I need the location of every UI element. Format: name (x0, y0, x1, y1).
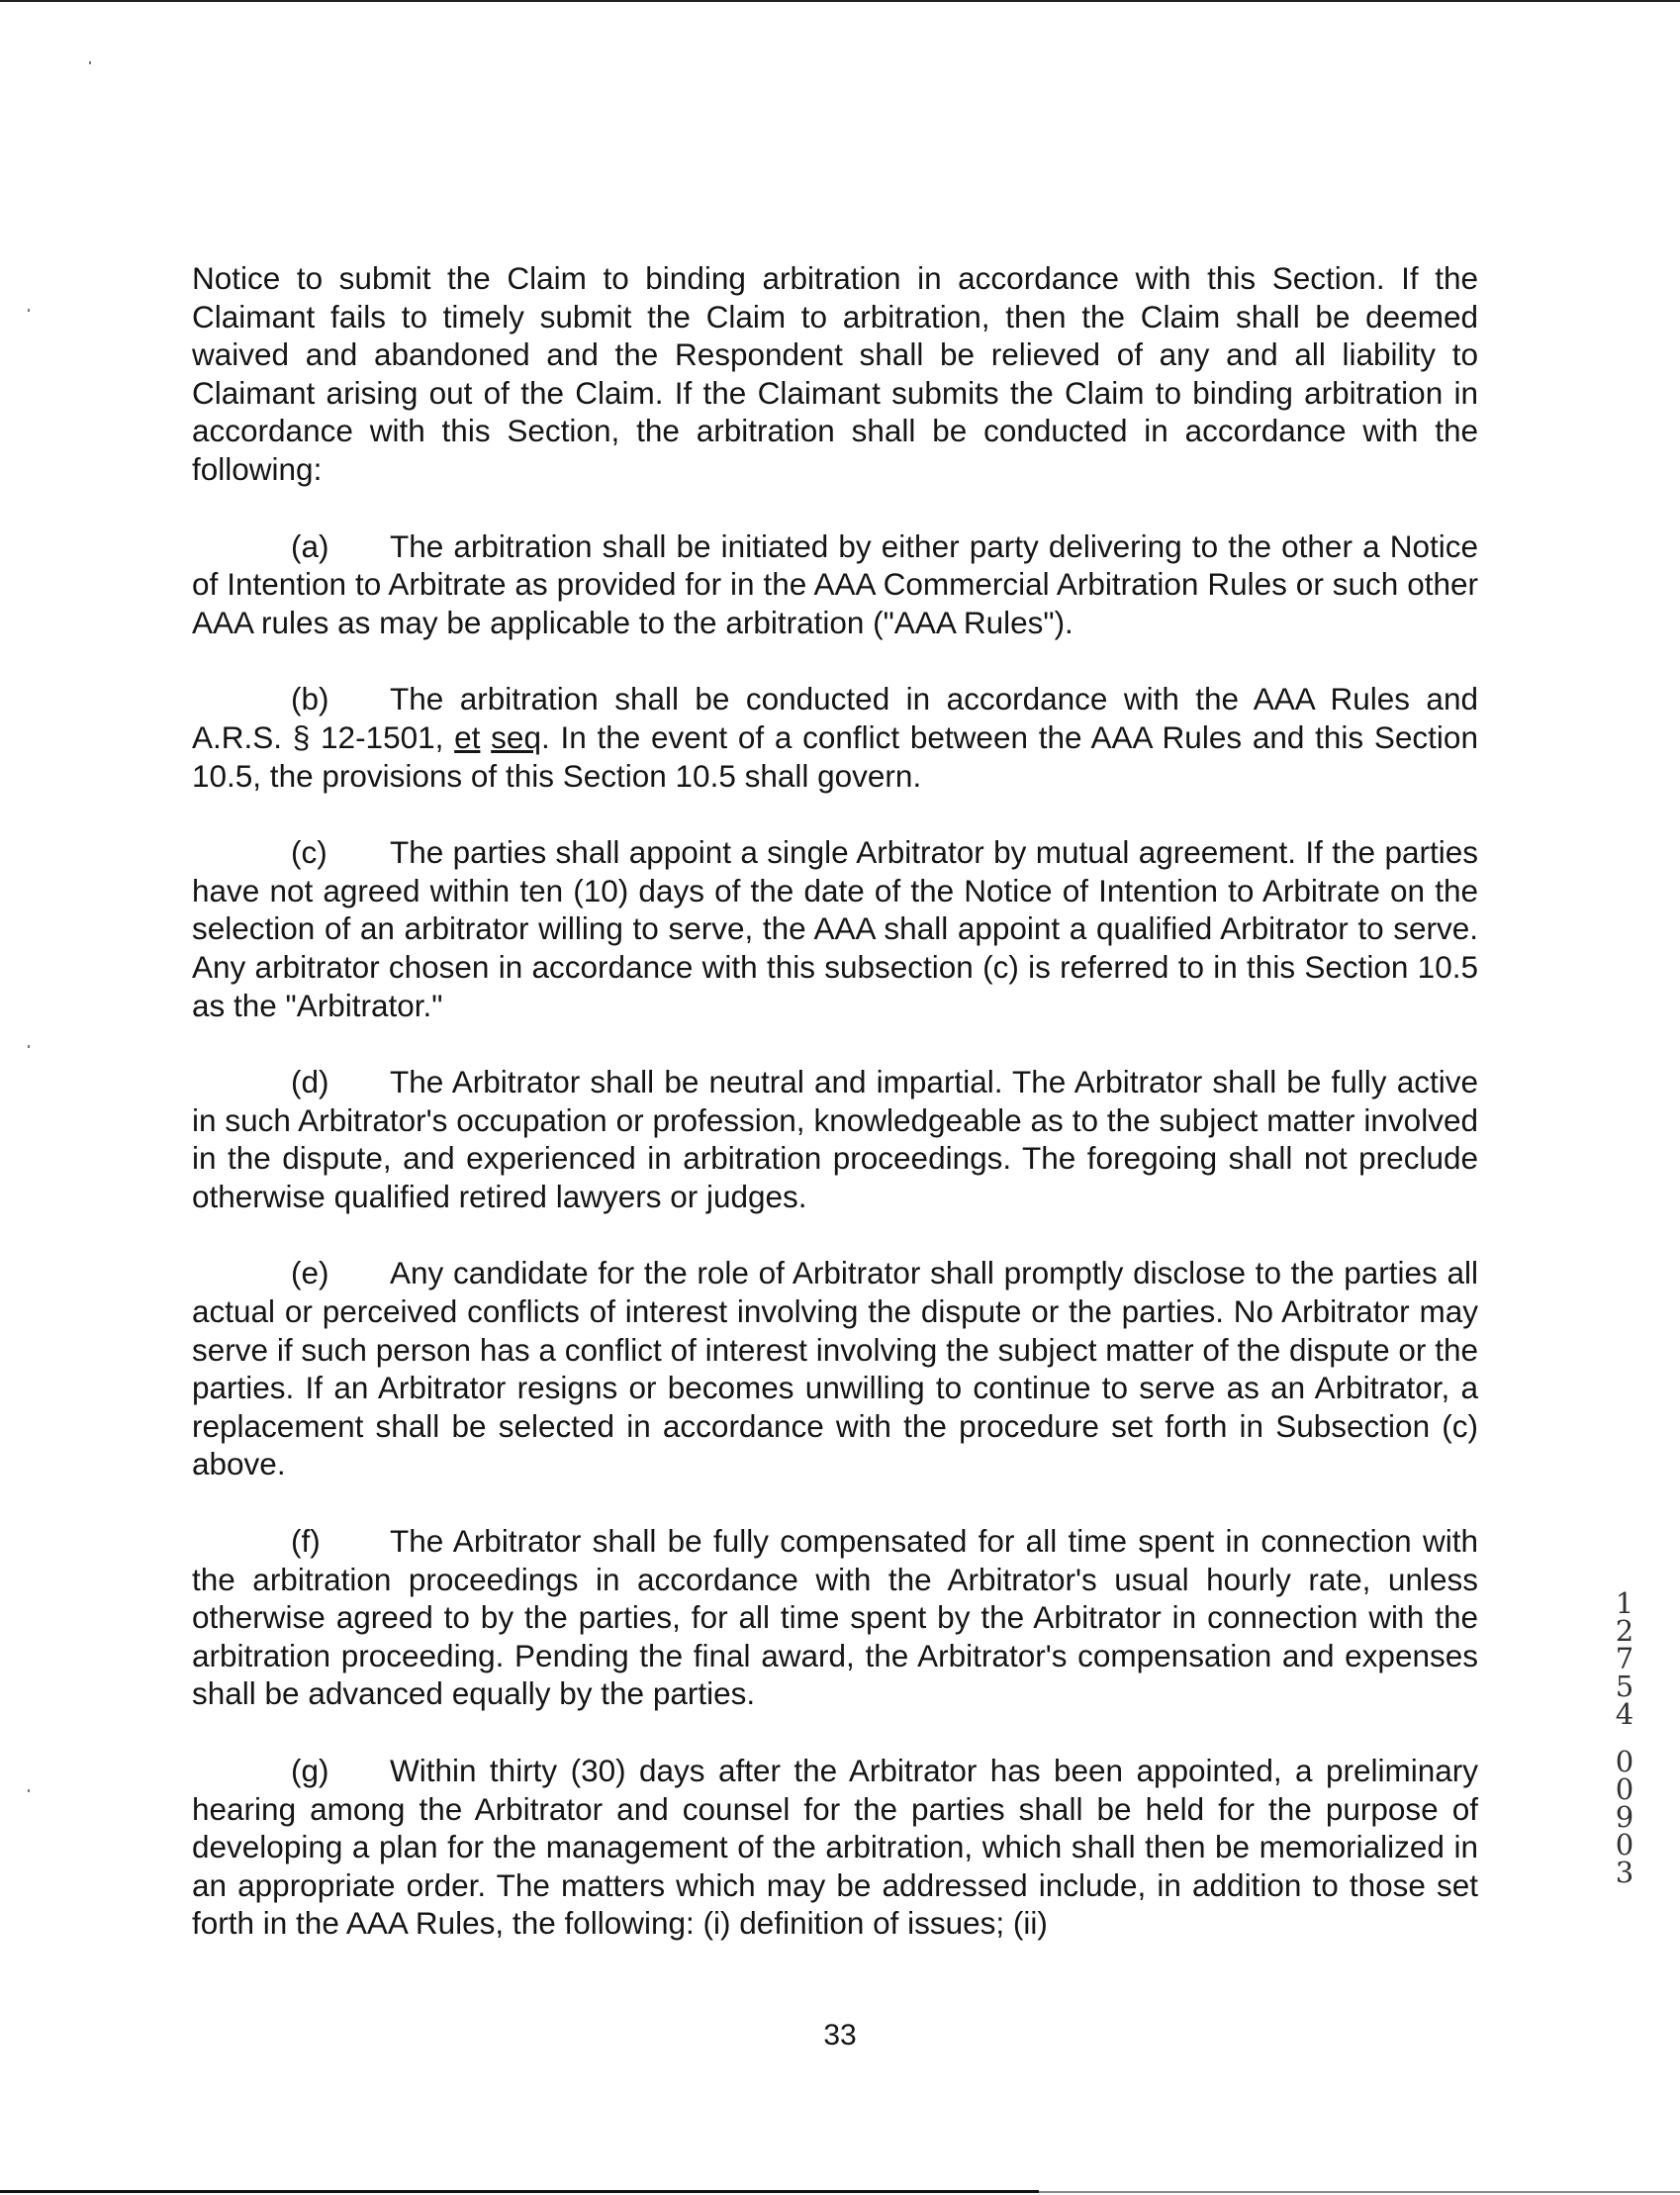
latin-et: et (454, 718, 481, 755)
bates-digit: 0 (1615, 1772, 1634, 1806)
bates-digit: 3 (1615, 1856, 1634, 1889)
bates-digit: 5 (1615, 1670, 1634, 1703)
subsection-f (192, 1522, 1478, 1713)
subsection-text: Any candidate for the role of Arbitrator shall promptly disclose to the parties all actual or perceived conflicts of interest involving the dispute or the parties. No Arbitrator may serve if such person has a conflict of interest involving the subject matter of the dispute or the parties. If an Arbitrator resigns or becomes unwilling to continue to serve as an Arbitrator, a replacement shall be selected in accordance with the procedure set forth in Subsection (c) above. (192, 1255, 1478, 1482)
bates-digit: 0 (1615, 1828, 1634, 1861)
bates-digit: 9 (1615, 1800, 1634, 1834)
intro-paragraph: Notice to submit the Claim to binding arbitration in accordance with this Section. If the Claimant fails to timely submit the Claim to arbitration, then the Claim shall be deemed waived and abandoned and the Respondent shall be relieved of any and all liability to Claimant arising out of the Claim. If the Claimant submits the Claim to binding arbitration in accordance with this Section, the arbitration shall be conducted in accordance with the following: (192, 260, 1478, 487)
subsection-text: . In the event of a conflict between the AAA Rules and this Section 10.5, the provisions of this Section 10.5 shall govern. (192, 718, 1478, 794)
scan-bottom-edge (0, 2190, 1039, 2193)
subsection-text: The parties shall appoint a single Arbitrator by mutual agreement. If the parties have not agreed within ten (10) days of the date of the Notice of Intention to Arbitrate on the selection of an arbitrator willing to serve, the AAA shall appoint a qualified Arbitrator to serve. Any arbitrator chosen in accordance with this subsection (c) is referred to in this Section 10.5 as the "Arbitrator." (192, 834, 1478, 1023)
subsection-g (192, 1752, 1478, 1943)
subsection-d (192, 1063, 1478, 1215)
bates-digit: 1 (1615, 1586, 1634, 1620)
scan-speck (89, 61, 91, 64)
subsection-label: (g) (291, 1753, 329, 1788)
subsection-text: The Arbitrator shall be neutral and impartial. The Arbitrator shall be fully active in such Arbitrator's occupation or profession, knowledgeable as to the subject matter involved in the dispute, and experienced in arbitration proceedings. The foregoing shall not preclude otherwise qualified retired lawyers or judges. (192, 1064, 1478, 1214)
bates-digit: 0 (1615, 1745, 1634, 1778)
scan-bottom-edge-faint (1039, 2191, 1680, 2193)
bates-digit: 4 (1615, 1697, 1634, 1731)
page-number: 33 (823, 2019, 857, 2052)
subsection-e (192, 1254, 1478, 1483)
subsection-text: The arbitration shall be initiated by either party delivering to the other a Notice of Intention to Arbitrate as provided for in the AAA Commercial Arbitration Rules or such other AAA rules as may be applicable to the arbitration ("AAA Rules"). (192, 527, 1478, 640)
subsection-b (192, 680, 1478, 795)
scan-speck (28, 1789, 30, 1792)
scan-speck (28, 309, 30, 312)
subsection-label: (d) (291, 1064, 329, 1100)
subsection-label: (a) (291, 527, 329, 564)
subsection-a (192, 527, 1478, 642)
subsection-text: The arbitration shall be conducted in accordance with the AAA Rules and A.R.S. § 12-1501, (192, 681, 1478, 755)
scan-top-edge (0, 0, 1680, 2)
subsection-c (192, 833, 1478, 1024)
subsection-text: The Arbitrator shall be fully compensated for all time spent in connection with the arbitration proceedings in accordance with the Arbitrator's usual hourly rate, unless otherwise agreed to by the parties, for all time spent by the Arbitrator in connection with the arbitration proceeding. Pending the final award, the Arbitrator's compensation and expenses shall be advanced equally by the parties. (192, 1523, 1478, 1712)
bates-stamp (1607, 1586, 1642, 1889)
subsection-label: (c) (291, 834, 327, 871)
subsection-label: (b) (291, 681, 329, 717)
subsection-label: (e) (291, 1255, 329, 1291)
document-body (192, 259, 1478, 1981)
bates-digit: 7 (1615, 1642, 1634, 1675)
scan-speck (28, 1045, 30, 1048)
subsection-text: Within thirty (30) days after the Arbitrator has been appointed, a preliminary hearing among the Arbitrator and counsel for the parties shall be held for the purpose of developing a plan for the management of the arbitration, which shall then be memorialized in an appropriate order. The matters which may be addressed include, in addition to those set forth in the AAA Rules, the following: (i) definition of issues; (ii) (192, 1753, 1478, 1942)
latin-seq: seq (491, 718, 541, 755)
subsection-label: (f) (291, 1523, 321, 1560)
bates-digit: 2 (1615, 1614, 1634, 1648)
